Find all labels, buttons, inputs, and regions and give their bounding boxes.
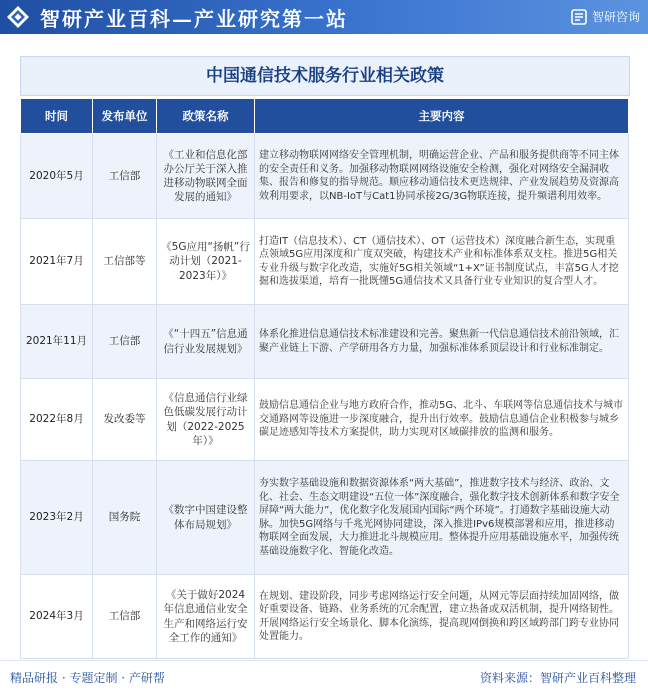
cell-content: 打造IT（信息技术）、CT（通信技术）、OT（运营技术）深度融合新生态，实现重点领域5G应用深度和广度双突破，构建技术产业和标准体系双支柱。推进5G相关专业升级与数字化改造，实施好5G相关领域“1+X”证书制度试点，丰富5G人才挖掘和选拔渠道，培育一批既懂5G通信技术又具备行业专业知识的复合型人才。: [255, 219, 629, 305]
cell-time: 2020年5月: [21, 134, 93, 219]
page-footer: [0, 660, 648, 695]
site-header: [0, 0, 648, 34]
table-row: [21, 461, 629, 575]
cell-policy-name: 《工业和信息化部办公厅关于深入推进移动物联网全面发展的通知》: [157, 134, 255, 219]
brand-icon: [571, 9, 587, 25]
table-header-row: [21, 99, 629, 134]
brand-name: 智研咨询: [591, 10, 640, 24]
cell-policy-name: 《“十四五”信息通信行业发展规划》: [157, 305, 255, 379]
cell-dept: 工信部等: [93, 219, 157, 305]
cell-policy-name: 《5G应用“扬帆”行动计划（2021-2023年）》: [157, 219, 255, 305]
cell-dept: 发改委等: [93, 379, 157, 461]
cell-time: 2023年2月: [21, 461, 93, 575]
logo-icon: [6, 5, 30, 29]
page-title: 中国通信技术服务行业相关政策: [20, 56, 630, 96]
cell-content: 在规划、建设阶段，同步考虑网络运行安全问题，从网元等层面持续加固网络，做好重要设备、链路、业务系统的冗余配置，建立热备或双活机制，提升网络韧性。开展网络运行安全场景化、脚本化演练，提高现网倒换和跨区域跨部门跨专业协同处置能力。: [255, 575, 629, 659]
footer-source: 资料来源：智研产业百科整理: [479, 671, 636, 685]
footer-tagline: 精品研报 · 专题定制 · 产研帮: [10, 671, 165, 685]
cell-content: 夯实数字基础设施和数据资源体系“两大基础”，推进数字技术与经济、政治、文化、社会、生态文明建设“五位一体”深度融合，强化数字技术创新体系和数字安全屏障“两大能力”，优化数字化发展国内国际“两个环境”。打通数字基础设施大动脉。加快5G网络与千兆光网协同建设，深入推进IPv6规模部署和应用，推进移动物联网全面发展，大力推进北斗规模应用。整体提升应用基础设施水平，加强传统基础设施数字化、智能化改造。: [255, 461, 629, 575]
cell-dept: 工信部: [93, 305, 157, 379]
cell-dept: 工信部: [93, 575, 157, 659]
table-row: [21, 305, 629, 379]
table-row: [21, 575, 629, 659]
table-row: [21, 379, 629, 461]
cell-policy-name: 《关于做好2024年信息通信业安全生产和网络运行安全工作的通知》: [157, 575, 255, 659]
site-title: 智研产业百科—产业研究第一站: [40, 7, 348, 31]
cell-dept: 工信部: [93, 134, 157, 219]
policy-table: [20, 98, 629, 659]
column-header-time: 时间: [21, 99, 93, 134]
cell-policy-name: 《信息通信行业绿色低碳发展行动计划（2022-2025年）》: [157, 379, 255, 461]
cell-time: 2024年3月: [21, 575, 93, 659]
cell-dept: 国务院: [93, 461, 157, 575]
table-row: [21, 219, 629, 305]
cell-content: 鼓励信息通信企业与地方政府合作，推动5G、北斗、车联网等信息通信技术与城市交通路网等设施进一步深度融合，提升出行效率。鼓励信息通信企业积极参与城乡碳足迹感知等技术方案提供，助力实现对区域碳排放的监测和服务。: [255, 379, 629, 461]
column-header-name: 政策名称: [157, 99, 255, 134]
cell-content: 建立移动物联网网络安全管理机制，明确运营企业、产品和服务提供商等不同主体的安全责任和义务。加强移动物联网网络设施安全检测，强化对网络安全漏洞收集、报告和修复的指导规范。顺应移动通信技术更迭规律、产业发展趋势及资源高效利用要求，以NB-IoT与Cat1协同承接2G/3G物联连接，提升频谱利用效率。: [255, 134, 629, 219]
column-header-content: 主要内容: [255, 99, 629, 134]
column-header-dept: 发布单位: [93, 99, 157, 134]
table-row: [21, 134, 629, 219]
cell-time: 2021年11月: [21, 305, 93, 379]
cell-content: 体系化推进信息通信技术标准建设和完善。聚焦新一代信息通信技术前沿领域，汇聚产业链上下游、产学研用各方力量，加强标准体系顶层设计和行业标准制定。: [255, 305, 629, 379]
cell-policy-name: 《数字中国建设整体布局规划》: [157, 461, 255, 575]
brand-logo: [571, 8, 640, 25]
cell-time: 2021年7月: [21, 219, 93, 305]
cell-time: 2022年8月: [21, 379, 93, 461]
